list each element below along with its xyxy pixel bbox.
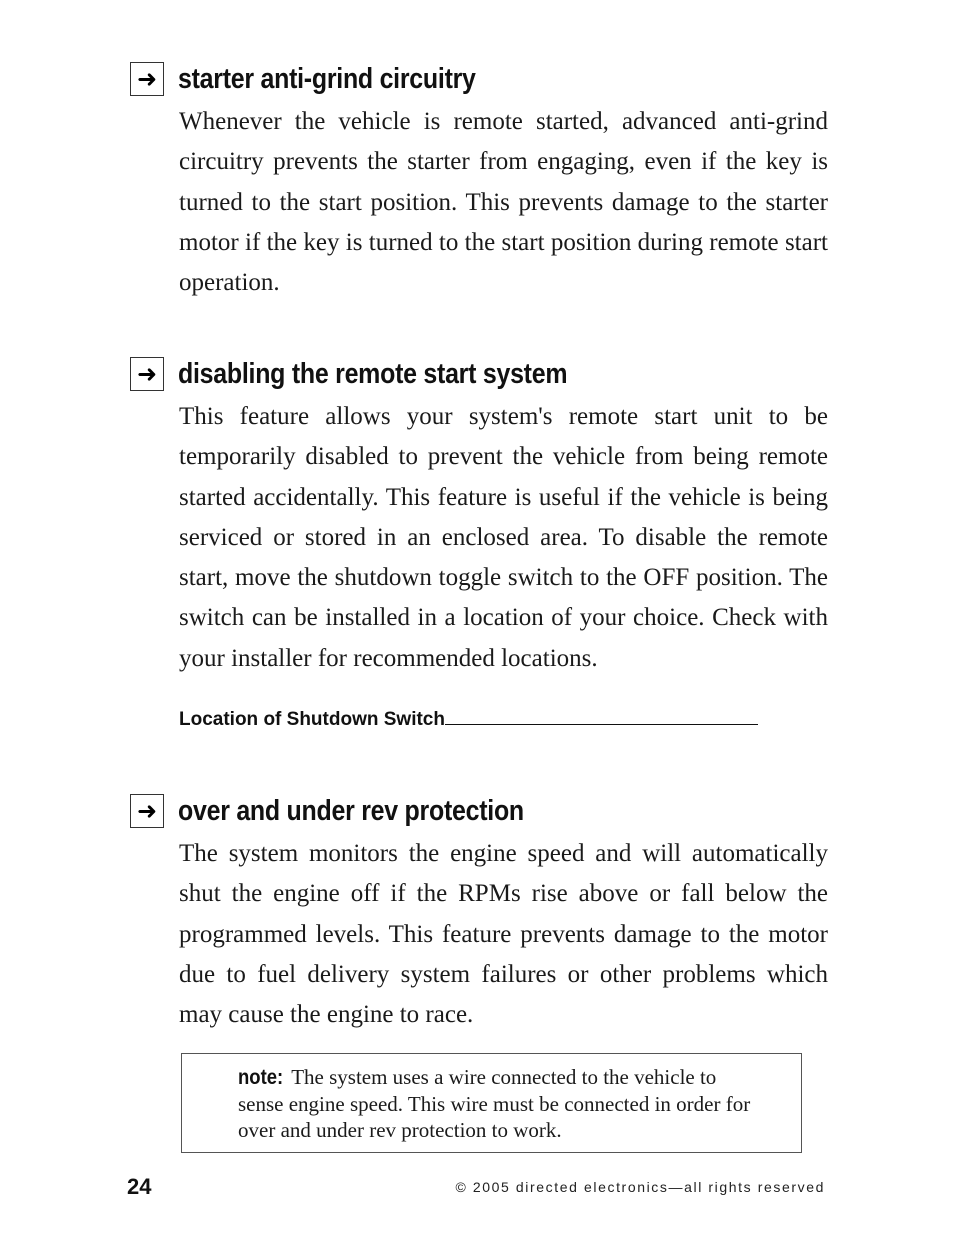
section-body: The system monitors the engine speed and will automatically shut the engine off if the RPMs rise above or fall below the programmed levels. This feature prevents damage to the motor due to fuel delivery system failures or other problems which may cause the engine to race.	[179, 840, 828, 1029]
section-heading-row	[130, 60, 830, 100]
note-label: note:	[238, 1066, 284, 1089]
section-rev-protection	[130, 792, 830, 1035]
section-starter-anti-grind	[130, 60, 830, 303]
section-heading-row	[130, 792, 830, 832]
section-heading: disabling the remote start system	[178, 358, 568, 390]
section-body: This feature allows your system's remote start unit to be temporarily disabled to prevent the vehicle from being remote started accidentally. This feature is useful if the vehicle is being serviced or stored in an enclosed area. To disable the remote start, move the shutdown toggle switch to the OFF position. The switch can be installed in a location of your choice. Check with your installer for recommended locations.	[179, 403, 828, 672]
shutdown-switch-location-field	[179, 706, 758, 731]
section-body: Whenever the vehicle is remote started, advanced anti-grind circuitry prevents the starter from engaging, even if the key is turned to the start position. This prevents damage to the starter motor if the key is turned to the start position during remote start operation.	[179, 108, 828, 297]
arrow-right-icon: ➜	[130, 357, 164, 391]
note-box	[181, 1053, 802, 1153]
section-heading: over and under rev protection	[178, 795, 524, 827]
copyright-footer: © 2005 directed electronics—all rights reserved	[455, 1179, 825, 1195]
arrow-right-icon: ➜	[130, 62, 164, 96]
section-heading: starter anti-grind circuitry	[178, 63, 476, 95]
section-disabling-remote-start	[130, 355, 830, 679]
note-text: The system uses a wire connected to the vehicle to sense engine speed. This wire must be connected in order for over and under rev protection to work.	[238, 1065, 751, 1142]
page-number: 24	[127, 1174, 152, 1199]
location-label: Location of Shutdown Switch	[179, 709, 445, 730]
arrow-right-icon: ➜	[130, 794, 164, 828]
section-heading-row	[130, 355, 830, 395]
location-blank-line	[445, 706, 758, 725]
